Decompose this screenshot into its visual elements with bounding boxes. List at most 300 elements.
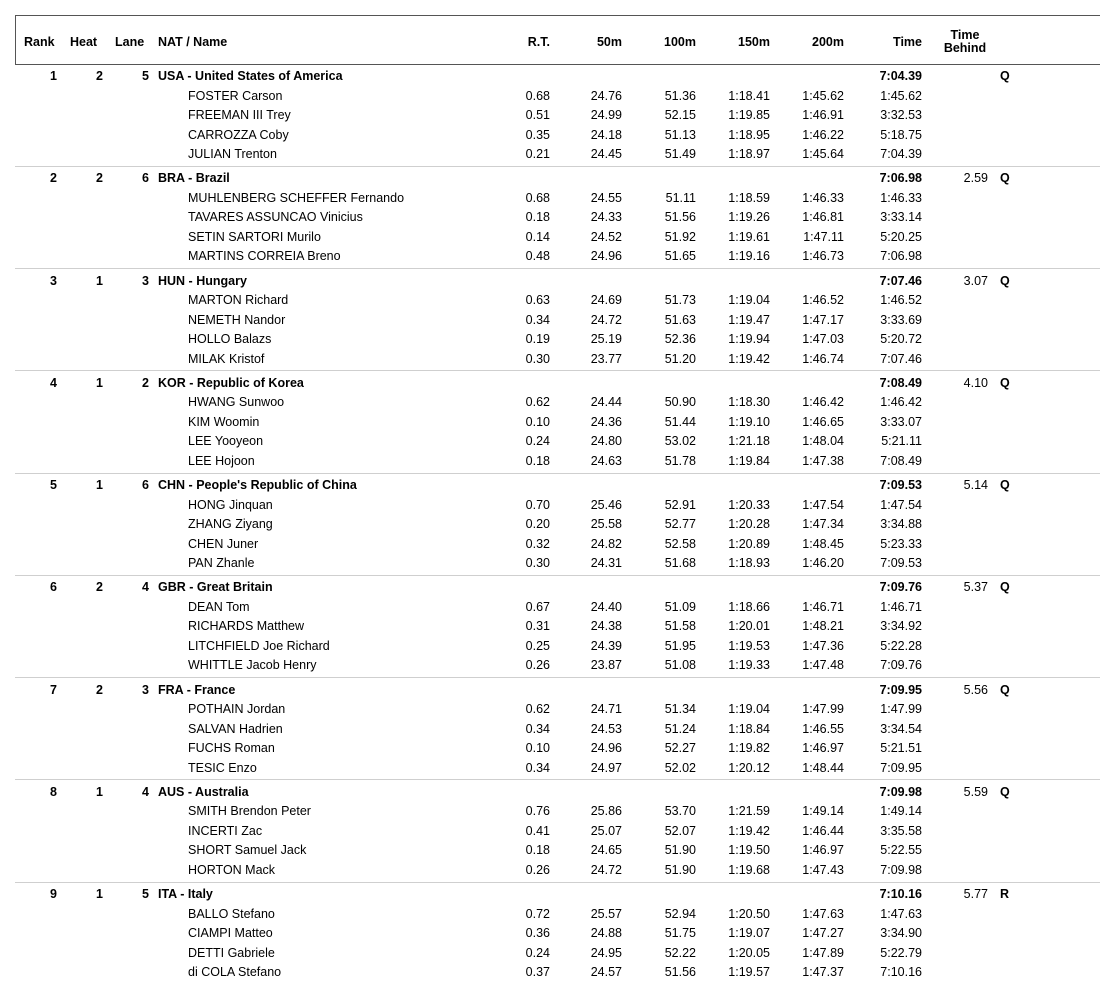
team-heat: 1 bbox=[96, 478, 103, 492]
reaction-time: 0.34 bbox=[525, 312, 550, 327]
team-heat: 2 bbox=[96, 171, 103, 186]
split-100m: 52.15 bbox=[664, 108, 696, 123]
cumulative-time: 5:22.28 bbox=[880, 638, 922, 653]
team-time-behind: 3.07 bbox=[963, 273, 988, 288]
split-50m: 24.96 bbox=[590, 741, 622, 756]
swimmer-row bbox=[0, 739, 1100, 759]
cumulative-time: 1:46.71 bbox=[880, 599, 922, 614]
team-time-behind: 2.59 bbox=[963, 171, 988, 186]
cumulative-time: 1:47.54 bbox=[880, 497, 922, 512]
cumulative-time: 7:09.95 bbox=[880, 760, 922, 775]
cumulative-time: 5:21.51 bbox=[880, 741, 922, 756]
split-200m: 1:48.45 bbox=[802, 536, 844, 551]
reaction-time: 0.68 bbox=[525, 88, 550, 103]
swimmer-row bbox=[0, 700, 1100, 720]
team-heat: 1 bbox=[96, 273, 103, 288]
split-150m: 1:18.30 bbox=[728, 395, 770, 410]
split-200m: 1:47.17 bbox=[802, 312, 844, 327]
team-lane: 5 bbox=[142, 887, 149, 901]
team-heat: 2 bbox=[96, 580, 103, 595]
split-150m: 1:19.85 bbox=[728, 108, 770, 123]
team-time: 7:09.95 bbox=[879, 682, 922, 697]
team-time-behind: 5.59 bbox=[963, 784, 988, 799]
cumulative-time: 5:21.11 bbox=[881, 434, 922, 449]
split-100m: 53.70 bbox=[664, 804, 696, 819]
swimmer-row bbox=[0, 413, 1100, 433]
swimmer-row bbox=[0, 861, 1100, 881]
split-100m: 51.49 bbox=[664, 147, 696, 162]
header-time-behind-line2: Behind bbox=[943, 41, 987, 55]
split-100m: 51.73 bbox=[664, 293, 696, 308]
team-rank: 2 bbox=[50, 171, 57, 186]
split-100m: 52.58 bbox=[664, 536, 696, 551]
swimmer-name: JULIAN Trenton bbox=[188, 147, 277, 162]
team-divider bbox=[15, 677, 1100, 678]
swimmer-name: SHORT Samuel Jack bbox=[188, 843, 307, 858]
swimmer-row bbox=[0, 393, 1100, 413]
reaction-time: 0.70 bbox=[525, 497, 550, 512]
split-100m: 52.94 bbox=[664, 906, 696, 921]
split-100m: 51.13 bbox=[664, 127, 696, 142]
split-50m: 25.86 bbox=[590, 804, 622, 819]
cumulative-time: 7:09.76 bbox=[880, 658, 922, 673]
team-row bbox=[0, 681, 1100, 701]
split-100m: 51.65 bbox=[664, 249, 696, 264]
team-row bbox=[0, 169, 1100, 189]
swimmer-row bbox=[0, 656, 1100, 676]
cumulative-time: 3:34.90 bbox=[880, 926, 922, 941]
swimmer-row bbox=[0, 350, 1100, 370]
header-time-behind-line1: Time bbox=[950, 28, 980, 42]
team-time-behind: 4.10 bbox=[963, 375, 988, 390]
split-100m: 51.11 bbox=[665, 190, 696, 205]
cumulative-time: 5:22.55 bbox=[880, 843, 922, 858]
split-200m: 1:47.03 bbox=[802, 332, 844, 347]
team-name: FRA - France bbox=[158, 682, 236, 697]
team-lane: 4 bbox=[142, 784, 149, 799]
split-150m: 1:18.84 bbox=[728, 721, 770, 736]
cumulative-time: 1:47.99 bbox=[880, 702, 922, 717]
split-150m: 1:18.59 bbox=[728, 190, 770, 205]
reaction-time: 0.32 bbox=[525, 536, 550, 551]
team-time-behind: 5.37 bbox=[963, 580, 988, 595]
split-200m: 1:47.38 bbox=[802, 453, 844, 468]
qualification-badge: R bbox=[1000, 887, 1010, 901]
split-150m: 1:19.68 bbox=[728, 862, 770, 877]
split-150m: 1:20.01 bbox=[728, 619, 770, 634]
swimmer-name: TAVARES ASSUNCAO Vinicius bbox=[188, 210, 363, 225]
qualification-badge: Q bbox=[1000, 478, 1010, 492]
split-200m: 1:47.36 bbox=[802, 638, 844, 653]
team-name: ITA - Italy bbox=[158, 887, 213, 901]
split-50m: 24.40 bbox=[590, 599, 622, 614]
reaction-time: 0.37 bbox=[525, 965, 550, 980]
swimmer-row bbox=[0, 496, 1100, 516]
split-150m: 1:18.97 bbox=[728, 147, 770, 162]
split-50m: 24.39 bbox=[590, 638, 622, 653]
team-row bbox=[0, 578, 1100, 598]
split-100m: 52.77 bbox=[664, 517, 696, 532]
swimmer-name: CIAMPI Matteo bbox=[188, 926, 273, 941]
qualification-badge: Q bbox=[1000, 682, 1010, 697]
split-150m: 1:19.04 bbox=[728, 702, 770, 717]
cumulative-time: 7:09.53 bbox=[880, 556, 922, 571]
split-50m: 24.76 bbox=[590, 88, 622, 103]
split-200m: 1:47.43 bbox=[802, 862, 844, 877]
team-divider bbox=[15, 370, 1100, 371]
swimmer-name: MILAK Kristof bbox=[188, 351, 265, 366]
team-name: GBR - Great Britain bbox=[158, 580, 273, 595]
split-200m: 1:47.34 bbox=[802, 517, 844, 532]
swimmer-name: BALLO Stefano bbox=[188, 906, 275, 921]
split-200m: 1:46.81 bbox=[802, 210, 844, 225]
cumulative-time: 3:33.14 bbox=[880, 210, 922, 225]
swimmer-name: MUHLENBERG SCHEFFER Fernando bbox=[188, 190, 405, 205]
header-100m: 100m bbox=[664, 35, 696, 49]
swimmer-name: CHEN Juner bbox=[188, 536, 259, 551]
cumulative-time: 5:22.79 bbox=[880, 945, 922, 960]
split-100m: 51.92 bbox=[664, 229, 696, 244]
team-divider bbox=[15, 166, 1100, 167]
swimmer-row bbox=[0, 106, 1100, 126]
swimmer-name: MARTON Richard bbox=[188, 293, 289, 308]
swimmer-row bbox=[0, 905, 1100, 925]
swimmer-name: INCERTI Zac bbox=[188, 823, 263, 838]
swimmer-row bbox=[0, 944, 1100, 964]
reaction-time: 0.30 bbox=[525, 556, 550, 571]
swimmer-name: TESIC Enzo bbox=[188, 760, 257, 775]
header-time: Time bbox=[893, 35, 922, 49]
reaction-time: 0.26 bbox=[525, 862, 550, 877]
swimmer-name: LITCHFIELD Joe Richard bbox=[188, 638, 330, 653]
split-100m: 51.20 bbox=[664, 351, 696, 366]
split-100m: 51.63 bbox=[664, 312, 696, 327]
split-50m: 23.87 bbox=[590, 658, 622, 673]
split-200m: 1:46.44 bbox=[802, 823, 844, 838]
split-50m: 24.57 bbox=[590, 965, 622, 980]
split-150m: 1:19.42 bbox=[728, 351, 770, 366]
split-50m: 24.38 bbox=[590, 619, 622, 634]
team-heat: 2 bbox=[96, 682, 103, 697]
cumulative-time: 5:18.75 bbox=[880, 127, 922, 142]
swimmer-name: POTHAIN Jordan bbox=[188, 702, 286, 717]
cumulative-time: 3:34.92 bbox=[880, 619, 922, 634]
split-200m: 1:46.55 bbox=[802, 721, 844, 736]
split-100m: 51.08 bbox=[664, 658, 696, 673]
header-lane: Lane bbox=[115, 35, 145, 49]
header-50m: 50m bbox=[596, 35, 622, 49]
cumulative-time: 1:46.52 bbox=[880, 293, 922, 308]
split-50m: 24.88 bbox=[590, 926, 622, 941]
split-150m: 1:19.84 bbox=[728, 453, 770, 468]
split-150m: 1:20.50 bbox=[728, 906, 770, 921]
split-200m: 1:47.89 bbox=[802, 945, 844, 960]
cumulative-time: 1:46.42 bbox=[880, 395, 922, 410]
split-200m: 1:46.74 bbox=[802, 351, 844, 366]
team-time-behind: 5.14 bbox=[963, 478, 988, 492]
swimmer-row bbox=[0, 598, 1100, 618]
cumulative-time: 1:49.14 bbox=[880, 804, 922, 819]
team-name: AUS - Australia bbox=[158, 784, 249, 799]
header-time-behind bbox=[939, 29, 991, 55]
split-150m: 1:19.94 bbox=[728, 332, 770, 347]
swimmer-name: PAN Zhanle bbox=[188, 556, 255, 571]
split-200m: 1:46.97 bbox=[802, 741, 844, 756]
team-lane: 2 bbox=[142, 375, 149, 390]
swimmer-row bbox=[0, 87, 1100, 107]
swimmer-name: DEAN Tom bbox=[188, 599, 250, 614]
swimmer-row bbox=[0, 963, 1100, 983]
swimmer-row bbox=[0, 841, 1100, 861]
split-150m: 1:19.42 bbox=[728, 823, 770, 838]
swimmer-name: di COLA Stefano bbox=[188, 965, 282, 980]
swimmer-name: SETIN SARTORI Murilo bbox=[188, 229, 321, 244]
split-50m: 24.52 bbox=[590, 229, 622, 244]
split-200m: 1:47.48 bbox=[802, 658, 844, 673]
split-100m: 53.02 bbox=[664, 434, 696, 449]
split-50m: 24.80 bbox=[590, 434, 622, 449]
split-50m: 24.44 bbox=[590, 395, 622, 410]
reaction-time: 0.30 bbox=[525, 351, 550, 366]
split-50m: 24.65 bbox=[590, 843, 622, 858]
team-rank: 7 bbox=[50, 682, 57, 697]
swimmer-name: LEE Yooyeon bbox=[188, 434, 264, 449]
qualification-badge: Q bbox=[1000, 784, 1010, 799]
swimmer-row bbox=[0, 515, 1100, 535]
cumulative-time: 3:33.69 bbox=[880, 312, 922, 327]
team-time: 7:08.49 bbox=[879, 375, 922, 390]
split-50m: 25.46 bbox=[590, 497, 622, 512]
split-150m: 1:19.50 bbox=[728, 843, 770, 858]
team-rank: 8 bbox=[50, 784, 57, 799]
reaction-time: 0.18 bbox=[525, 843, 550, 858]
reaction-time: 0.72 bbox=[525, 906, 550, 921]
split-200m: 1:45.62 bbox=[802, 88, 844, 103]
team-heat: 1 bbox=[96, 784, 103, 799]
split-150m: 1:18.41 bbox=[728, 88, 770, 103]
split-200m: 1:46.33 bbox=[802, 190, 844, 205]
split-50m: 24.82 bbox=[590, 536, 622, 551]
reaction-time: 0.35 bbox=[525, 127, 550, 142]
reaction-time: 0.36 bbox=[525, 926, 550, 941]
split-100m: 51.58 bbox=[664, 619, 696, 634]
team-row bbox=[0, 783, 1100, 803]
split-50m: 24.33 bbox=[590, 210, 622, 225]
team-name: BRA - Brazil bbox=[158, 171, 230, 186]
reaction-time: 0.34 bbox=[525, 760, 550, 775]
split-150m: 1:18.95 bbox=[728, 127, 770, 142]
swimmer-name: HOLLO Balazs bbox=[188, 332, 272, 347]
split-100m: 51.09 bbox=[664, 599, 696, 614]
swimmer-name: SMITH Brendon Peter bbox=[188, 804, 311, 819]
split-200m: 1:47.99 bbox=[802, 702, 844, 717]
team-name: KOR - Republic of Korea bbox=[158, 375, 304, 390]
team-divider bbox=[15, 473, 1100, 474]
swimmer-name: MARTINS CORREIA Breno bbox=[188, 249, 341, 264]
split-150m: 1:18.93 bbox=[728, 556, 770, 571]
swimmer-row bbox=[0, 554, 1100, 574]
reaction-time: 0.18 bbox=[525, 210, 550, 225]
split-150m: 1:19.33 bbox=[728, 658, 770, 673]
header-nat-name: NAT / Name bbox=[158, 35, 228, 49]
split-100m: 50.90 bbox=[664, 395, 696, 410]
team-heat: 1 bbox=[96, 375, 103, 390]
team-row bbox=[0, 67, 1100, 87]
reaction-time: 0.10 bbox=[525, 414, 550, 429]
team-lane: 3 bbox=[142, 682, 149, 697]
split-50m: 24.96 bbox=[590, 249, 622, 264]
team-time: 7:04.39 bbox=[879, 69, 922, 83]
reaction-time: 0.24 bbox=[525, 434, 550, 449]
qualification-badge: Q bbox=[1000, 580, 1010, 595]
team-rank: 6 bbox=[50, 580, 57, 595]
team-time: 7:09.76 bbox=[879, 580, 922, 595]
split-50m: 24.36 bbox=[590, 414, 622, 429]
split-200m: 1:45.64 bbox=[802, 147, 844, 162]
split-200m: 1:47.27 bbox=[802, 926, 844, 941]
cumulative-time: 7:10.16 bbox=[880, 965, 922, 980]
split-100m: 51.75 bbox=[664, 926, 696, 941]
qualification-badge: Q bbox=[1000, 69, 1010, 83]
split-50m: 24.95 bbox=[590, 945, 622, 960]
split-150m: 1:19.47 bbox=[728, 312, 770, 327]
cumulative-time: 5:23.33 bbox=[880, 536, 922, 551]
team-time: 7:09.98 bbox=[879, 784, 922, 799]
reaction-time: 0.34 bbox=[525, 721, 550, 736]
swimmer-name: ZHANG Ziyang bbox=[188, 517, 273, 532]
swimmer-row bbox=[0, 228, 1100, 248]
reaction-time: 0.24 bbox=[525, 945, 550, 960]
header-rank: Rank bbox=[24, 35, 55, 49]
split-100m: 51.78 bbox=[664, 453, 696, 468]
swimmer-name: CARROZZA Coby bbox=[188, 127, 289, 142]
reaction-time: 0.41 bbox=[525, 823, 550, 838]
reaction-time: 0.25 bbox=[525, 638, 550, 653]
split-200m: 1:46.52 bbox=[802, 293, 844, 308]
swimmer-row bbox=[0, 637, 1100, 657]
swimmer-row bbox=[0, 330, 1100, 350]
split-100m: 51.90 bbox=[664, 862, 696, 877]
team-rank: 1 bbox=[50, 69, 57, 83]
split-100m: 52.07 bbox=[664, 823, 696, 838]
reaction-time: 0.31 bbox=[525, 619, 550, 634]
swimmer-name: HONG Jinquan bbox=[188, 497, 273, 512]
split-100m: 51.24 bbox=[664, 721, 696, 736]
split-100m: 51.34 bbox=[664, 702, 696, 717]
split-100m: 52.02 bbox=[664, 760, 696, 775]
cumulative-time: 1:47.63 bbox=[880, 906, 922, 921]
split-150m: 1:19.10 bbox=[728, 414, 770, 429]
swimmer-row bbox=[0, 432, 1100, 452]
split-100m: 52.22 bbox=[664, 945, 696, 960]
swimmer-row bbox=[0, 452, 1100, 472]
swimmer-row bbox=[0, 145, 1100, 165]
reaction-time: 0.14 bbox=[525, 229, 550, 244]
split-100m: 51.68 bbox=[664, 556, 696, 571]
team-rank: 9 bbox=[50, 887, 57, 901]
team-lane: 6 bbox=[142, 478, 149, 492]
cumulative-time: 7:04.39 bbox=[880, 147, 922, 162]
qualification-badge: Q bbox=[1000, 273, 1010, 288]
team-lane: 6 bbox=[142, 171, 149, 186]
reaction-time: 0.26 bbox=[525, 658, 550, 673]
swimmer-name: WHITTLE Jacob Henry bbox=[188, 658, 317, 673]
swimmer-row bbox=[0, 247, 1100, 267]
swimmer-row bbox=[0, 535, 1100, 555]
swimmer-name: RICHARDS Matthew bbox=[188, 619, 304, 634]
reaction-time: 0.19 bbox=[525, 332, 550, 347]
split-50m: 24.53 bbox=[590, 721, 622, 736]
split-100m: 51.44 bbox=[664, 414, 696, 429]
swimmer-row bbox=[0, 208, 1100, 228]
reaction-time: 0.10 bbox=[525, 741, 550, 756]
swimmer-row bbox=[0, 126, 1100, 146]
split-100m: 51.95 bbox=[664, 638, 696, 653]
split-50m: 24.97 bbox=[590, 760, 622, 775]
split-150m: 1:20.33 bbox=[728, 497, 770, 512]
split-100m: 51.36 bbox=[664, 88, 696, 103]
split-200m: 1:47.37 bbox=[802, 965, 844, 980]
team-time: 7:06.98 bbox=[879, 171, 922, 186]
reaction-time: 0.20 bbox=[525, 517, 550, 532]
split-200m: 1:49.14 bbox=[802, 804, 844, 819]
split-200m: 1:46.73 bbox=[802, 249, 844, 264]
team-name: HUN - Hungary bbox=[158, 273, 247, 288]
split-50m: 25.57 bbox=[590, 906, 622, 921]
qualification-badge: Q bbox=[1000, 171, 1010, 186]
swimmer-name: DETTI Gabriele bbox=[188, 945, 275, 960]
split-50m: 24.31 bbox=[590, 556, 622, 571]
split-50m: 25.58 bbox=[590, 517, 622, 532]
team-name: CHN - People's Republic of China bbox=[158, 478, 357, 492]
split-50m: 23.77 bbox=[590, 351, 622, 366]
header-150m: 150m bbox=[738, 35, 770, 49]
split-200m: 1:48.44 bbox=[802, 760, 844, 775]
cumulative-time: 7:06.98 bbox=[880, 249, 922, 264]
cumulative-time: 3:32.53 bbox=[880, 108, 922, 123]
swimmer-name: FUCHS Roman bbox=[188, 741, 275, 756]
header-rt: R.T. bbox=[527, 35, 550, 49]
split-50m: 24.18 bbox=[590, 127, 622, 142]
split-50m: 25.07 bbox=[590, 823, 622, 838]
team-lane: 4 bbox=[142, 580, 149, 595]
team-row bbox=[0, 272, 1100, 292]
split-200m: 1:46.22 bbox=[802, 127, 844, 142]
team-rank: 3 bbox=[50, 273, 57, 288]
swimmer-name: KIM Woomin bbox=[188, 414, 260, 429]
team-time-behind: 5.77 bbox=[963, 887, 988, 901]
cumulative-time: 5:20.72 bbox=[880, 332, 922, 347]
split-50m: 24.69 bbox=[590, 293, 622, 308]
swimmer-name: LEE Hojoon bbox=[188, 453, 255, 468]
cumulative-time: 5:20.25 bbox=[880, 229, 922, 244]
swimmer-row bbox=[0, 291, 1100, 311]
reaction-time: 0.62 bbox=[525, 395, 550, 410]
split-200m: 1:47.54 bbox=[802, 497, 844, 512]
split-100m: 52.91 bbox=[664, 497, 696, 512]
split-200m: 1:46.91 bbox=[802, 108, 844, 123]
split-50m: 24.71 bbox=[590, 702, 622, 717]
header-200m: 200m bbox=[812, 35, 844, 49]
swimmer-row bbox=[0, 802, 1100, 822]
split-200m: 1:46.65 bbox=[802, 414, 844, 429]
reaction-time: 0.76 bbox=[525, 804, 550, 819]
swimmer-row bbox=[0, 720, 1100, 740]
team-time: 7:10.16 bbox=[879, 887, 922, 901]
reaction-time: 0.68 bbox=[525, 190, 550, 205]
cumulative-time: 1:46.33 bbox=[880, 190, 922, 205]
team-time-behind: 5.56 bbox=[963, 682, 988, 697]
